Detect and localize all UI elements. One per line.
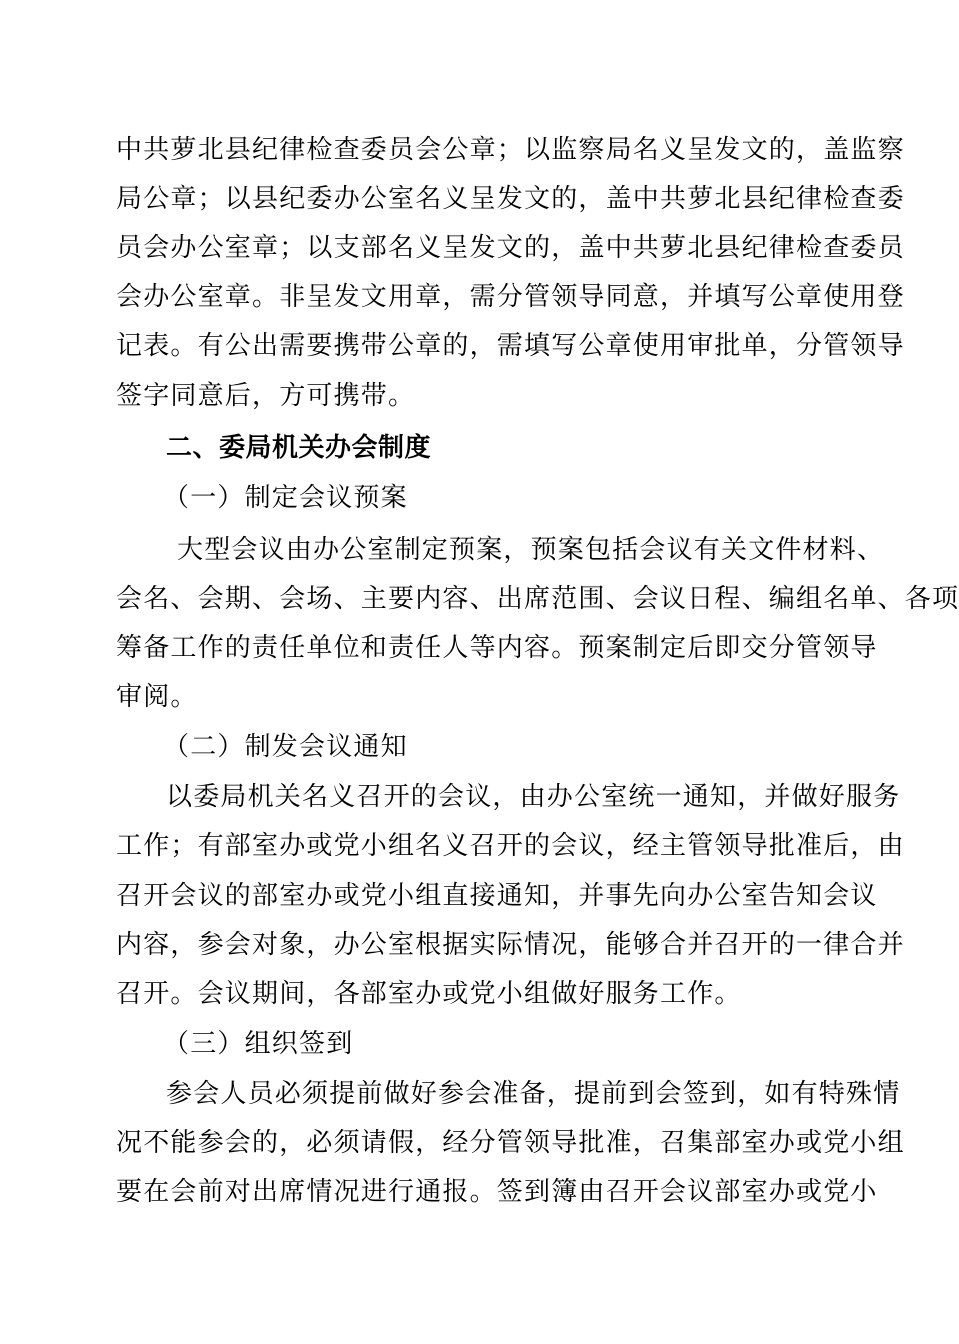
body-line: 会名、会期、会场、主要内容、出席范围、会议日程、编组名单、各项 [116,584,959,614]
subsection-heading: （一）制定会议预案 [163,483,408,513]
body-line: 工作；有部室办或党小组名义召开的会议，经主管领导批准后，由 [116,831,905,861]
body-line: 员会办公室章；以支部名义呈发文的，盖中共萝北县纪律检查委员 [116,233,905,263]
body-line: 筹备工作的责任单位和责任人等内容。预案制定后即交分管领导 [116,633,878,663]
body-line: 审阅。 [116,682,198,712]
subsection-heading: （二）制发会议通知 [163,732,408,762]
section-heading: 二、委局机关办会制度 [166,433,432,463]
body-line: 内容，参会对象，办公室根据实际情况，能够合并召开的一律合并 [116,930,905,960]
body-line: 会办公室章。非呈发文用章，需分管领导同意，并填写公章使用登 [116,282,905,312]
body-line: 签字同意后，方可携带。 [116,381,416,411]
body-line: 要在会前对出席情况进行通报。签到簿由召开会议部室办或党小 [116,1177,878,1207]
body-line: 以委局机关名义召开的会议，由办公室统一通知，并做好服务 [166,782,901,812]
body-line: 况不能参会的，必须请假，经分管领导批准，召集部室办或党小组 [116,1128,905,1158]
body-line: 中共萝北县纪律检查委员会公章；以监察局名义呈发文的，盖监察 [116,135,905,165]
body-line: 召开会议的部室办或党小组直接通知，并事先向办公室告知会议 [116,881,878,911]
body-line: 参会人员必须提前做好参会准备，提前到会签到，如有特殊情 [166,1079,901,1109]
body-line: 召开。会议期间，各部室办或党小组做好服务工作。 [116,979,742,1009]
body-line: 记表。有公出需要携带公章的，需填写公章使用审批单，分管领导 [116,331,905,361]
body-line: 大型会议由办公室制定预案，预案包括会议有关文件材料、 [177,535,885,565]
body-line: 局公章；以县纪委办公室名义呈发文的，盖中共萝北县纪律检查委 [116,184,905,214]
subsection-heading: （三）组织签到 [163,1029,354,1059]
